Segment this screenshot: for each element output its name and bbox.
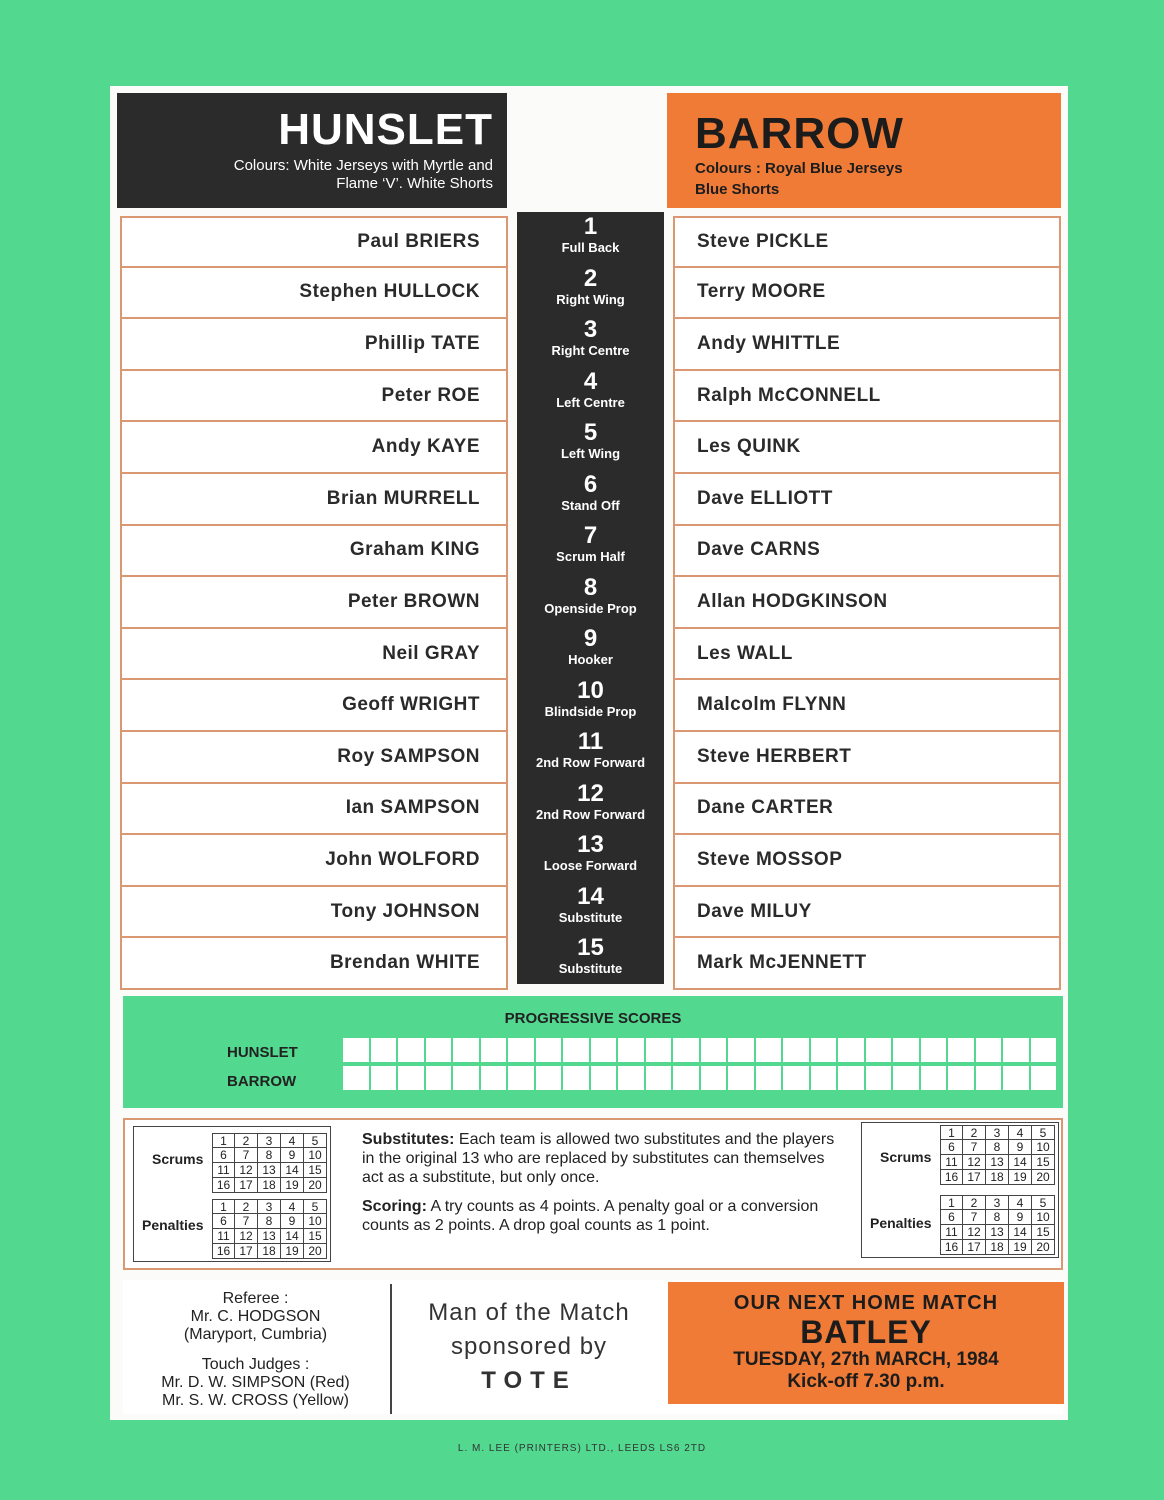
score-cell[interactable] (453, 1066, 479, 1090)
tally-cell[interactable]: 18 (986, 1240, 1009, 1255)
position-7: 7 Scrum Half (556, 522, 625, 564)
score-cell[interactable] (976, 1066, 1002, 1090)
tally-cell[interactable]: 2 (963, 1125, 986, 1140)
progressive-scores (123, 996, 1063, 1108)
tally-cell[interactable]: 9 (281, 1214, 304, 1229)
score-cell[interactable] (728, 1066, 754, 1090)
away-penalties-label: Penalties (870, 1215, 932, 1231)
away-player: Allan HODGKINSON (673, 577, 1061, 629)
tally-cell[interactable]: 1 (940, 1195, 963, 1210)
printer-imprint: L. M. LEE (PRINTERS) LTD., LEEDS LS6 2TD (457, 1443, 707, 1454)
score-cell[interactable] (701, 1038, 727, 1062)
home-tally-box (133, 1126, 331, 1262)
home-team-name: HUNSLET (278, 105, 493, 154)
tally-cell[interactable]: 14 (281, 1163, 304, 1178)
progressive-scores-title: PROGRESSIVE SCORES (504, 1010, 682, 1027)
home-player: Tony JOHNSON (120, 887, 508, 939)
tally-cell[interactable]: 15 (1032, 1225, 1055, 1240)
score-cell[interactable] (811, 1038, 837, 1062)
position-9: 9 Hooker (568, 625, 613, 667)
position-12: 12 2nd Row Forward (535, 779, 646, 822)
tally-cell[interactable]: 19 (281, 1244, 304, 1259)
position-1: 1 Full Back (561, 213, 620, 255)
tally-cell[interactable]: 20 (1032, 1170, 1055, 1185)
away-player: Malcolm FLYNN (673, 680, 1061, 732)
score-cell[interactable] (453, 1038, 479, 1062)
tally-cell[interactable]: 13 (258, 1229, 281, 1244)
score-cell[interactable] (728, 1038, 754, 1062)
tally-cell[interactable]: 19 (1009, 1240, 1032, 1255)
score-cell[interactable] (866, 1038, 892, 1062)
tally-cell[interactable]: 18 (258, 1244, 281, 1259)
tally-cell[interactable]: 13 (986, 1155, 1009, 1170)
home-penalties-label: Penalties (142, 1217, 204, 1233)
home-player: Paul BRIERS (120, 216, 508, 268)
position-15: 15 Substitute (558, 934, 623, 976)
tally-cell[interactable]: 4 (281, 1133, 304, 1148)
motm-line-2: sponsored by (450, 1333, 608, 1360)
tally-cell[interactable]: 1 (212, 1199, 235, 1214)
tally-cell[interactable]: 1 (212, 1133, 235, 1148)
progressive-away-label: BARROW (227, 1073, 297, 1090)
tally-cell[interactable]: 20 (304, 1178, 327, 1193)
score-cell[interactable] (426, 1066, 452, 1090)
position-5: 5 Left Wing (560, 419, 621, 461)
score-cell[interactable] (948, 1066, 974, 1090)
man-of-the-match (400, 1296, 658, 1398)
score-cell[interactable] (701, 1066, 727, 1090)
progressive-home-label: HUNSLET (227, 1044, 298, 1061)
position-6: 6 Stand Off (561, 470, 620, 513)
positions-column (517, 212, 664, 984)
tally-cell[interactable]: 20 (1032, 1240, 1055, 1255)
score-cell[interactable] (948, 1038, 974, 1062)
tally-cell[interactable]: 20 (304, 1244, 327, 1259)
tally-cell[interactable]: 16 (212, 1244, 235, 1259)
tally-cell[interactable]: 11 (212, 1163, 235, 1178)
score-cell[interactable] (481, 1066, 507, 1090)
tally-cell[interactable]: 15 (304, 1163, 327, 1178)
next-match-team: BATLEY (800, 1314, 932, 1350)
away-player: Ralph McCONNELL (673, 371, 1061, 423)
tally-cell[interactable]: 7 (963, 1210, 986, 1225)
tally-cell[interactable]: 7 (235, 1214, 258, 1229)
tally-cell[interactable]: 18 (258, 1178, 281, 1193)
match-info-panel (123, 1118, 1063, 1270)
rules-notes (362, 1130, 837, 1245)
away-team-list (673, 216, 1061, 990)
home-scrums-label: Scrums (152, 1151, 204, 1167)
tally-cell[interactable]: 17 (963, 1170, 986, 1185)
away-player: Steve PICKLE (673, 216, 1061, 268)
score-cell[interactable] (618, 1038, 644, 1062)
tally-cell[interactable]: 4 (281, 1199, 304, 1214)
tally-cell[interactable]: 17 (235, 1244, 258, 1259)
next-home-match (668, 1282, 1064, 1404)
footer-divider (390, 1284, 392, 1414)
score-cell[interactable] (866, 1066, 892, 1090)
score-cell[interactable] (398, 1066, 424, 1090)
tally-cell[interactable]: 16 (212, 1178, 235, 1193)
tally-cell[interactable]: 3 (258, 1199, 281, 1214)
tally-cell[interactable]: 11 (940, 1155, 963, 1170)
score-cell[interactable] (1003, 1066, 1029, 1090)
home-player: Stephen HULLOCK (120, 268, 508, 320)
home-player: Phillip TATE (120, 319, 508, 371)
home-player: Peter BROWN (120, 577, 508, 629)
tally-cell[interactable]: 9 (281, 1148, 304, 1163)
home-player: Neil GRAY (120, 629, 508, 681)
score-cell[interactable] (536, 1038, 562, 1062)
substitutes-note: Substitutes: Each team is allowed two substitutes and the players in the original 13 who are replaced by substitutes can themselves act as a substitute, but only once. (362, 1131, 835, 1186)
tally-cell[interactable]: 8 (986, 1140, 1009, 1155)
away-player: Steve HERBERT (673, 732, 1061, 784)
tally-cell[interactable]: 4 (1009, 1195, 1032, 1210)
motm-sponsor: TOTE (481, 1367, 577, 1394)
score-cell[interactable] (618, 1066, 644, 1090)
away-team-colours-1: Colours : Royal Blue Jerseys (695, 160, 903, 177)
home-player: John WOLFORD (120, 835, 508, 887)
tally-cell[interactable]: 5 (304, 1133, 327, 1148)
home-player: Andy KAYE (120, 422, 508, 474)
away-player: Dave CARNS (673, 526, 1061, 578)
score-cell[interactable] (756, 1066, 782, 1090)
score-cell[interactable] (921, 1038, 947, 1062)
score-cell[interactable] (371, 1038, 397, 1062)
tally-cell[interactable]: 6 (940, 1140, 963, 1155)
score-cell[interactable] (976, 1038, 1002, 1062)
tally-cell[interactable]: 13 (986, 1225, 1009, 1240)
score-cell[interactable] (783, 1066, 809, 1090)
referee-place: (Maryport, Cumbria) (183, 1326, 328, 1343)
position-14: 14 Substitute (558, 882, 623, 925)
home-player: Graham KING (120, 526, 508, 578)
score-cell[interactable] (398, 1038, 424, 1062)
officials (123, 1290, 388, 1410)
away-player: Mark McJENNETT (673, 938, 1061, 990)
home-team-colours-2: Flame ‘V’. White Shorts (336, 175, 493, 192)
tally-cell[interactable]: 3 (258, 1133, 281, 1148)
score-cell[interactable] (783, 1038, 809, 1062)
next-match-kickoff: Kick-off 7.30 p.m. (787, 1371, 945, 1392)
score-cell[interactable] (893, 1066, 919, 1090)
score-cell[interactable] (591, 1038, 617, 1062)
tally-cell[interactable]: 16 (940, 1170, 963, 1185)
home-player: Geoff WRIGHT (120, 680, 508, 732)
home-player: Brian MURRELL (120, 474, 508, 526)
score-cell[interactable] (1031, 1038, 1057, 1062)
tally-cell[interactable]: 2 (235, 1133, 258, 1148)
tally-cell[interactable]: 10 (304, 1148, 327, 1163)
home-player: Ian SAMPSON (120, 784, 508, 836)
away-scrums-grid[interactable] (940, 1125, 1055, 1185)
tally-cell[interactable]: 14 (281, 1229, 304, 1244)
away-player: Dane CARTER (673, 784, 1061, 836)
tally-cell[interactable]: 7 (963, 1140, 986, 1155)
tally-cell[interactable]: 19 (1009, 1170, 1032, 1185)
tally-cell[interactable]: 12 (963, 1155, 986, 1170)
tally-cell[interactable]: 18 (986, 1170, 1009, 1185)
away-player: Dave ELLIOTT (673, 474, 1061, 526)
home-player: Peter ROE (120, 371, 508, 423)
score-cell[interactable] (811, 1066, 837, 1090)
next-match-heading: OUR NEXT HOME MATCH (733, 1292, 999, 1314)
tally-cell[interactable]: 1 (940, 1125, 963, 1140)
tally-cell[interactable]: 14 (1009, 1155, 1032, 1170)
tally-cell[interactable]: 17 (963, 1240, 986, 1255)
score-cell[interactable] (343, 1038, 369, 1062)
score-cell[interactable] (646, 1066, 672, 1090)
tally-cell[interactable]: 14 (1009, 1225, 1032, 1240)
score-cell[interactable] (1031, 1066, 1057, 1090)
tally-cell[interactable]: 13 (258, 1163, 281, 1178)
home-team-list (120, 216, 508, 990)
tally-cell[interactable]: 5 (1032, 1195, 1055, 1210)
tally-cell[interactable]: 3 (986, 1195, 1009, 1210)
tally-cell[interactable]: 11 (940, 1225, 963, 1240)
score-cell[interactable] (508, 1038, 534, 1062)
next-match-date: TUESDAY, 27th MARCH, 1984 (733, 1349, 999, 1370)
tally-cell[interactable]: 9 (1009, 1210, 1032, 1225)
tally-cell[interactable]: 10 (304, 1214, 327, 1229)
tally-cell[interactable]: 19 (281, 1178, 304, 1193)
score-cell[interactable] (563, 1066, 589, 1090)
progressive-home-grid[interactable] (343, 1038, 1056, 1062)
score-cell[interactable] (563, 1038, 589, 1062)
tally-cell[interactable]: 10 (1032, 1210, 1055, 1225)
touch-judges-heading: Touch Judges : (201, 1356, 310, 1373)
score-cell[interactable] (673, 1038, 699, 1062)
tally-cell[interactable]: 10 (1032, 1140, 1055, 1155)
away-player: Dave MILUY (673, 887, 1061, 939)
tally-cell[interactable]: 8 (258, 1214, 281, 1229)
score-cell[interactable] (371, 1066, 397, 1090)
position-4: 4 Left Centre (556, 367, 625, 410)
score-cell[interactable] (481, 1038, 507, 1062)
away-penalties-grid[interactable] (940, 1195, 1055, 1255)
tally-cell[interactable]: 6 (212, 1214, 235, 1229)
scoring-note: Scoring: A try counts as 4 points. A penalty goal or a conversion counts as 2 points. A drop goal counts as 1 point. (362, 1198, 819, 1234)
score-cell[interactable] (838, 1038, 864, 1062)
tally-cell[interactable]: 8 (986, 1210, 1009, 1225)
tally-cell[interactable]: 4 (1009, 1125, 1032, 1140)
position-8: 8 Openside Prop (544, 573, 637, 616)
score-cell[interactable] (1003, 1038, 1029, 1062)
away-team-name: BARROW (695, 109, 904, 158)
score-cell[interactable] (426, 1038, 452, 1062)
score-cell[interactable] (838, 1066, 864, 1090)
home-team-colours-1: Colours: White Jerseys with Myrtle and (233, 157, 493, 174)
tally-cell[interactable]: 6 (940, 1210, 963, 1225)
home-penalties-grid[interactable] (212, 1199, 327, 1259)
score-cell[interactable] (536, 1066, 562, 1090)
referee-name: Mr. C. HODGSON (190, 1308, 321, 1325)
away-tally-box (861, 1122, 1059, 1258)
tally-cell[interactable]: 12 (235, 1229, 258, 1244)
tally-cell[interactable]: 3 (986, 1125, 1009, 1140)
score-cell[interactable] (591, 1066, 617, 1090)
position-13: 13 Loose Forward (543, 831, 638, 873)
tally-cell[interactable]: 12 (235, 1163, 258, 1178)
position-2: 2 Right Wing (556, 264, 625, 307)
touch-judge-1: Mr. D. W. SIMPSON (Red) (161, 1374, 350, 1391)
away-player: Les QUINK (673, 422, 1061, 474)
referee-heading: Referee : (222, 1290, 289, 1307)
tally-cell[interactable]: 2 (963, 1195, 986, 1210)
tally-cell[interactable]: 9 (1009, 1140, 1032, 1155)
touch-judge-2: Mr. S. W. CROSS (Yellow) (162, 1392, 349, 1409)
away-player: Steve MOSSOP (673, 835, 1061, 887)
tally-cell[interactable]: 15 (304, 1229, 327, 1244)
away-team-header (667, 93, 1061, 208)
away-player: Terry MOORE (673, 268, 1061, 320)
home-player: Roy SAMPSON (120, 732, 508, 784)
motm-line-1: Man of the Match (428, 1299, 630, 1326)
tally-cell[interactable]: 8 (258, 1148, 281, 1163)
tally-cell[interactable]: 6 (212, 1148, 235, 1163)
home-scrums-grid[interactable] (212, 1133, 327, 1193)
home-player: Brendan WHITE (120, 938, 508, 990)
home-team-header (117, 93, 507, 208)
score-cell[interactable] (508, 1066, 534, 1090)
score-cell[interactable] (893, 1038, 919, 1062)
position-11: 11 2nd Row Forward (535, 728, 646, 770)
tally-cell[interactable]: 11 (212, 1229, 235, 1244)
tally-cell[interactable]: 12 (963, 1225, 986, 1240)
score-cell[interactable] (673, 1066, 699, 1090)
progressive-away-grid[interactable] (343, 1066, 1056, 1090)
score-cell[interactable] (343, 1066, 369, 1090)
tally-cell[interactable]: 7 (235, 1148, 258, 1163)
tally-cell[interactable]: 15 (1032, 1155, 1055, 1170)
away-player: Andy WHITTLE (673, 319, 1061, 371)
position-10: 10 Blindside Prop (544, 676, 637, 719)
tally-cell[interactable]: 5 (304, 1199, 327, 1214)
tally-cell[interactable]: 17 (235, 1178, 258, 1193)
position-3: 3 Right Centre (551, 316, 630, 358)
tally-cell[interactable]: 16 (940, 1240, 963, 1255)
score-cell[interactable] (921, 1066, 947, 1090)
away-team-colours-2: Blue Shorts (695, 181, 780, 198)
score-cell[interactable] (646, 1038, 672, 1062)
tally-cell[interactable]: 2 (235, 1199, 258, 1214)
away-player: Les WALL (673, 629, 1061, 681)
away-scrums-label: Scrums (880, 1149, 932, 1165)
tally-cell[interactable]: 5 (1032, 1125, 1055, 1140)
score-cell[interactable] (756, 1038, 782, 1062)
